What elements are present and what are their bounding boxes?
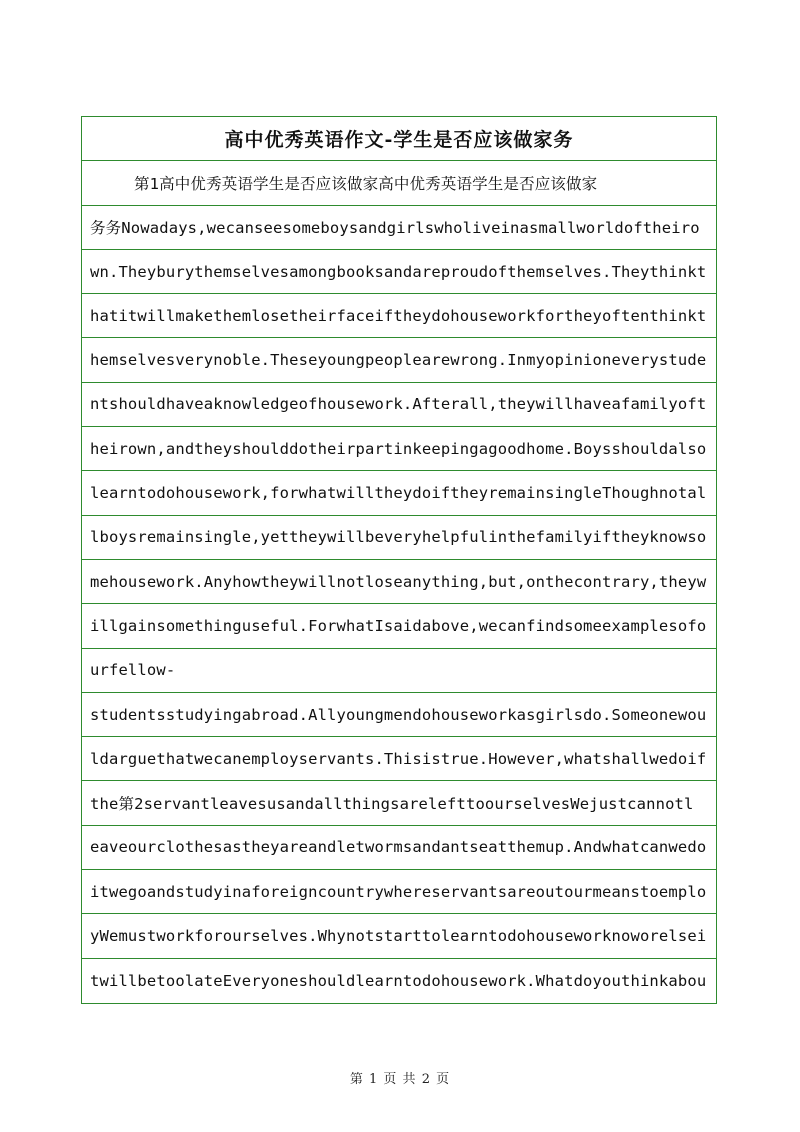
text-line: lboysremainsingle,yettheywillbeveryhelpfulinthefamilyiftheyknowso — [82, 516, 716, 560]
text-line: hatitwillmakethemlosetheirfaceiftheydohouseworkfortheyoftenthinkt — [82, 294, 716, 338]
text-line: 务务Nowadays,wecanseesomeboysandgirlswholiveinasmallworldoftheiro — [82, 206, 716, 250]
text-line: hemselvesverynoble.Theseyoungpeoplearewrong.Inmyopinioneverystude — [82, 338, 716, 382]
page-footer: 第 1 页 共 2 页 — [349, 1072, 451, 1087]
text-line: illgainsomethinguseful.ForwhatIsaidabove,wecanfindsomeexamplesofo — [82, 604, 716, 648]
text-line: learntodohousework,forwhatwilltheydoiftheyremainsingleThoughnotal — [82, 471, 716, 515]
text-line: yWemustworkforourselves.Whynotstarttolearntodohouseworknoworelsei — [82, 914, 716, 958]
text-line: ntshouldhaveaknowledgeofhousework.Afterall,theywillhaveafamilyoft — [82, 383, 716, 427]
text-line: mehousework.Anyhowtheywillnotloseanything,but,onthecontrary,theyw — [82, 560, 716, 604]
document-table — [81, 116, 717, 1004]
text-line: the第2servantleavesusandallthingsarelefttoourselvesWejustcannotl — [82, 781, 716, 825]
text-line: eaveourclothesastheyareandletwormsandantseatthemup.Andwhatcanwedo — [82, 826, 716, 870]
text-line: urfellow- — [82, 649, 716, 693]
text-line: ldarguethatwecanemployservants.Thisistrue.However,whatshallwedoif — [82, 737, 716, 781]
text-line: itwegoandstudyinaforeigncountrywhereservantsareoutourmeanstoemplo — [82, 870, 716, 914]
text-line: studentsstudyingabroad.Allyoungmendohouseworkasgirlsdo.Someonewou — [82, 693, 716, 737]
text-line: heirown,andtheyshoulddotheirpartinkeepingagoodhome.Boysshouldalso — [82, 427, 716, 471]
text-line: 第1高中优秀英语学生是否应该做家高中优秀英语学生是否应该做家 — [82, 161, 716, 205]
text-line: wn.Theyburythemselvesamongbooksandareproudofthemselves.Theythinkt — [82, 250, 716, 294]
text-line: twillbetoolateEveryoneshouldlearntodohousework.Whatdoyouthinkabou — [90, 971, 707, 990]
document-title: 高中优秀英语作文-学生是否应该做家务 — [82, 117, 716, 161]
